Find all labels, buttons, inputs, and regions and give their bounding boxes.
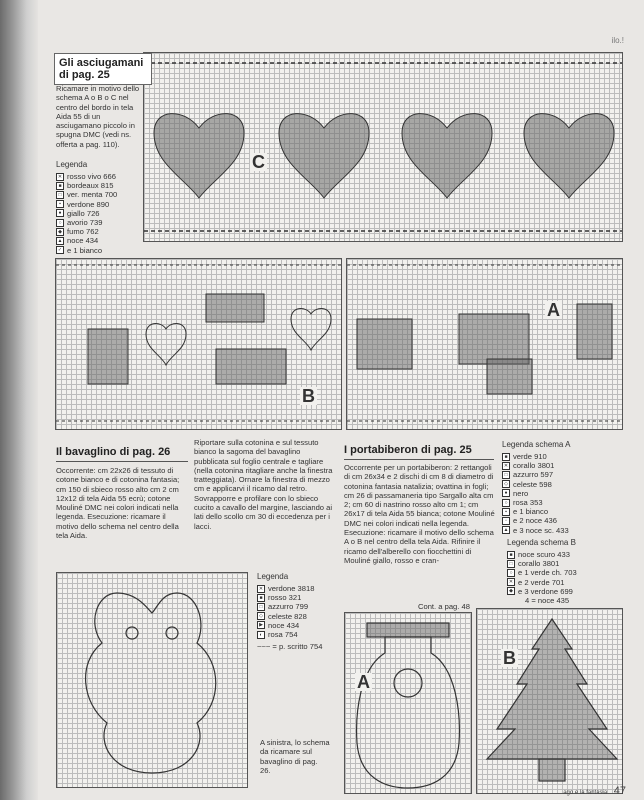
bavaglino-col1: Occorrente: cm 22x26 di tessuto di cotone bianco e di cotonina fantasia; cm 150 di sbieco rosso alto cm 2 cm 12x12 di tela Aida 55 ecrù; cotone Mouliné DMC nei colori indicati nella legenda. Esecuzione: ricamare il motivo dello schema nel centro della tela Aida. xyxy=(56,466,180,541)
legend-symbol: ▶ xyxy=(257,621,265,629)
bottle-letter-b: B xyxy=(503,648,516,668)
legend-symbol: ◆ xyxy=(507,587,515,595)
legend-symbol: ◆ xyxy=(56,228,64,236)
legend-symbol: □ xyxy=(507,560,515,568)
bib-chart xyxy=(56,572,248,788)
legend-row: ◇ celeste 828 xyxy=(257,612,322,621)
legend-symbol: ○ xyxy=(507,569,515,577)
heart-4 xyxy=(524,114,614,198)
legend-row: ✕ corallo 3801 xyxy=(503,461,555,471)
bavaglino-col2: Riportare sulla cotonina e sul tessuto bianco la sagoma del bavaglino pubblicata sul foglio centrale e tagliare (nella cotonina ritagliare anche la finestra tratteggiata). Ornare la finestra di mezzo cm e applicarvi il ricamo dal retro. Sovrapporre e profilare con lo sbieco cucito a cavallo del margine, lasciando ai lati dello scollo cm 30 di eccedenza per i lacci. xyxy=(194,438,333,531)
chart-a-motifs xyxy=(347,259,622,429)
legend-row: ○ avorio 739 xyxy=(56,218,117,227)
towel-chart-b xyxy=(55,258,342,430)
legend-row: ● giallo 726 xyxy=(56,209,117,218)
legend-symbol: ▪ xyxy=(502,508,510,516)
asciugamani-body: Ricamare in motivo dello schema A o B o C nel centro del bordo in tela Aida 55 di un asciugamano piccolo in spugna DMC (vedi ns. offerta a pag. 110). xyxy=(56,84,140,149)
legend-row: ○ e 1 verde ch. 703 xyxy=(507,568,577,577)
corner-mark: ilo.! xyxy=(611,36,624,45)
towel-chart-a xyxy=(346,258,623,430)
legend-row: ✕ rosso vivo 666 xyxy=(57,172,116,181)
legend-symbol: ■ xyxy=(502,453,510,461)
bottle-chart-b xyxy=(476,608,623,794)
legend-row: ● nero xyxy=(502,489,569,498)
legend-symbol: ● xyxy=(502,489,510,497)
chart-letter-b: B xyxy=(302,386,315,406)
legend-symbol: ■ xyxy=(56,182,64,190)
legend-row: ■ verde 910 xyxy=(502,452,569,461)
legend-row: ▲ noce 434 xyxy=(57,236,99,246)
legend-row: □ ver. menta 700 xyxy=(56,190,117,199)
portabiberon-rule xyxy=(344,459,494,460)
heart-2 xyxy=(279,114,369,198)
page-binding-shadow xyxy=(0,0,38,800)
bottle-a-motif xyxy=(345,613,471,793)
page-footer xyxy=(563,785,626,797)
asciugamani-legend-title: Legenda xyxy=(56,160,88,169)
legend-symbol: ○ xyxy=(56,219,64,227)
legend-row: ▲ e 3 noce sc. 433 xyxy=(503,525,569,535)
bavaglino-rule xyxy=(56,461,188,462)
portabiberon-body: Occorrente per un portabiberon: 2 rettangoli di cm 26x34 e 2 dischi di cm 8 di diametro di cotonina fantasia natalizia; ovattina in fogli; cm 26 di passamaneria tipo Sargallo alta cm 2; cm 60 di nastrino rosso alto cm 1; cm 26x17 di tela Aida 55 bianca; cotone Mouliné DMC nei colori indicati nella legenda. Esecuzione: ricamare il motivo dello schema A o B nel centro della tela Aida. Rifinire il ricamo dell'alberello con fiocchettini di Mouliné giallo, rosso e cran- xyxy=(344,463,495,565)
legend-symbol: ○ xyxy=(502,499,510,507)
legend-symbol: ◇ xyxy=(257,612,265,620)
legend-symbol: ◇ xyxy=(502,480,510,488)
chart-letter-c: C xyxy=(252,152,265,172)
legend-row: ○ rosa 353 xyxy=(502,498,569,507)
legend-row: □ corallo 3801 xyxy=(507,559,577,568)
legend-row: 4 = noce 435 xyxy=(525,596,570,606)
bib-caption: A sinistra, lo schema da ricamare sul bavaglino di pag. 26. xyxy=(260,738,330,775)
legend-row: ■ bordeaux 815 xyxy=(56,181,117,190)
portabiberon-cont: Cont. a pag. 48 xyxy=(418,602,470,611)
bottle-chart-a xyxy=(344,612,472,794)
tree-motif xyxy=(477,609,622,793)
legend-symbol: ■ xyxy=(507,551,515,559)
asciugamani-title-box xyxy=(54,53,152,85)
legend-row: □ azzurro 597 xyxy=(502,470,569,479)
legend-symbol: □ xyxy=(257,603,265,611)
legend-symbol: ▲ xyxy=(503,527,509,534)
legend-row: □ azzurro 799 xyxy=(257,602,322,611)
bib-legend-title: Legenda xyxy=(257,572,289,581)
legend-row: ◇ celeste 598 xyxy=(502,480,569,489)
legend-symbol: ✕ xyxy=(57,173,63,180)
legend-symbol: ✕ xyxy=(258,585,264,592)
legend-symbol: ■ xyxy=(257,594,265,602)
hearts-motif xyxy=(144,53,622,241)
portabiberon-title: I portabiberon di pag. 25 xyxy=(344,444,472,456)
asciugamani-legend xyxy=(56,172,117,255)
legend-row: ■ noce scuro 433 xyxy=(507,550,577,559)
legend-row: ■ rosso 321 xyxy=(257,593,322,602)
legend-symbol: ▲ xyxy=(57,238,63,245)
legend-row: ◆ fumo 762 xyxy=(56,227,117,236)
legend-symbol: ▪ xyxy=(56,200,64,208)
legend-symbol: □ xyxy=(56,191,64,199)
page-number: 47 xyxy=(613,785,626,797)
legend-symbol: ✕ xyxy=(508,579,514,586)
legend-row: ▪ verdone 890 xyxy=(56,200,117,209)
heart-3 xyxy=(402,114,492,198)
legend-row: ▪ e 1 bianco xyxy=(502,507,569,516)
legend-symbol: ● xyxy=(56,209,64,217)
legend-symbol: ✓ xyxy=(57,247,63,254)
bavaglino-title: Il bavaglino di pag. 26 xyxy=(56,446,171,458)
towel-chart-c xyxy=(143,52,623,242)
bottle-letter-a: A xyxy=(357,672,370,692)
bib-motif xyxy=(57,573,247,787)
heart-1 xyxy=(154,114,244,198)
legend-row: ✕ verdone 3818 xyxy=(258,584,315,593)
legend-symbol: ✕ xyxy=(503,462,509,469)
legend-symbol: ▫ xyxy=(502,517,510,525)
legend-row: ✓ e 1 bianco xyxy=(57,245,103,255)
legend-symbol: ◐ xyxy=(257,631,265,639)
legend-row: ~~~ = p. scritto 754 xyxy=(257,642,323,652)
legend-row: ◆ e 3 verdone 699 xyxy=(507,587,577,596)
legend-row: ◐ rosa 754 xyxy=(257,630,322,639)
legend-a xyxy=(502,452,569,535)
legend-symbol: □ xyxy=(502,471,510,479)
legend-b-title: Legenda schema B xyxy=(507,538,576,547)
legend-row: ▶ noce 434 xyxy=(257,621,322,630)
legend-row: ✕ e 2 verde 701 xyxy=(508,577,565,587)
chart-letter-a: A xyxy=(547,300,560,320)
chart-b-motifs xyxy=(56,259,341,429)
asciugamani-title: Gli asciugamani di pag. 25 xyxy=(59,57,144,81)
legend-row: ▫ e 2 noce 436 xyxy=(502,516,569,525)
legend-a-title: Legenda schema A xyxy=(502,440,571,449)
legend-b xyxy=(507,550,577,605)
magazine-name: ago e la fantasia xyxy=(563,790,608,796)
bib-legend xyxy=(257,584,322,651)
